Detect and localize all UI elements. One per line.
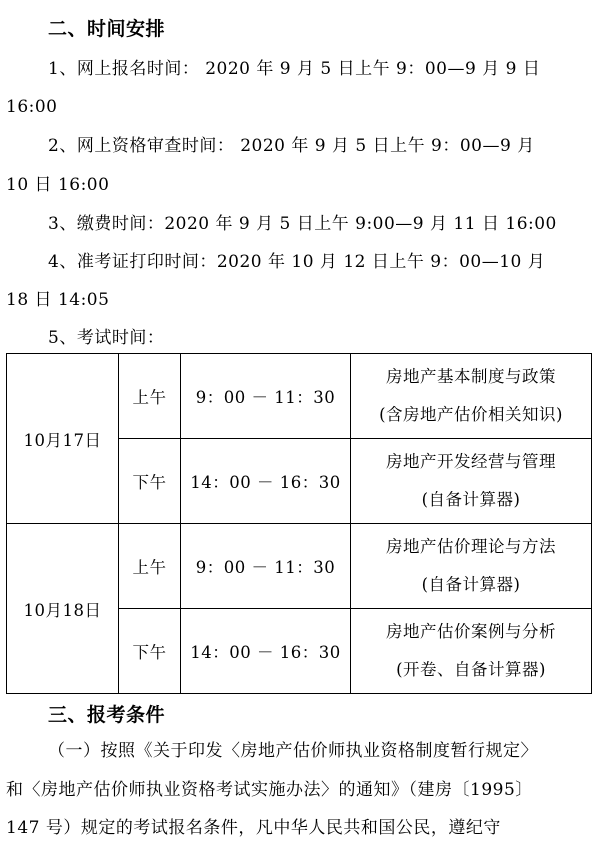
session-period-cell: 下午 (119, 439, 181, 524)
session-period-cell: 下午 (119, 609, 181, 694)
subject-name: 房地产估价案例与分析 (386, 622, 556, 641)
requirements-paragraph-line: （一）按照《关于印发〈房地产估价师执业资格制度暂行规定〉 (48, 741, 538, 761)
subject-note: (含房地产估价相关知识) (379, 405, 563, 424)
section-heading-requirements: 三、报考条件 (48, 704, 166, 726)
exam-date-cell: 10月18日 (7, 524, 119, 694)
session-time-cell: 14：00 － 16：30 (181, 439, 351, 524)
subject-cell (351, 609, 592, 694)
session-period-cell: 上午 (119, 354, 181, 439)
requirements-paragraph-line: 147 号）规定的考试报名条件，凡中华人民共和国公民，遵纪守 (6, 818, 501, 838)
subject-name: 房地产开发经营与管理 (386, 452, 556, 471)
table-row (7, 354, 592, 439)
subject-note: (开卷、自备计算器) (396, 660, 546, 679)
section-heading-schedule: 二、时间安排 (48, 18, 166, 40)
admission-ticket-line-cont: 18 日 14:05 (6, 290, 110, 310)
session-time-cell: 9：00 － 11：30 (181, 354, 351, 439)
subject-note: (自备计算器) (421, 490, 521, 509)
subject-name: 房地产估价理论与方法 (386, 537, 556, 556)
subject-cell (351, 439, 592, 524)
subject-note: (自备计算器) (421, 575, 521, 594)
requirements-paragraph-line: 和〈房地产估价师执业资格考试实施办法〉的通知》（建房〔1995〕 (6, 780, 533, 800)
session-time-cell: 14：00 － 16：30 (181, 609, 351, 694)
subject-name: 房地产基本制度与政策 (386, 367, 556, 386)
session-time-cell: 9：00 － 11：30 (181, 524, 351, 609)
registration-time-line: 1、网上报名时间： 2020 年 9 月 5 日上午 9：00—9 月 9 日 (48, 59, 541, 79)
exam-date-cell: 10月17日 (7, 354, 119, 524)
table-row (7, 524, 592, 609)
subject-cell (351, 354, 592, 439)
registration-time-line-cont: 16:00 (6, 97, 58, 117)
session-period-cell: 上午 (119, 524, 181, 609)
exam-time-label: 5、考试时间： (48, 328, 165, 348)
qualification-review-line: 2、网上资格审查时间： 2020 年 9 月 5 日上午 9：00—9 月 (48, 136, 535, 156)
qualification-review-line-cont: 10 日 16:00 (6, 175, 110, 195)
payment-time-line: 3、缴费时间：2020 年 9 月 5 日上午 9:00—9 月 11 日 16:00 (48, 214, 557, 234)
admission-ticket-line: 4、准考证打印时间：2020 年 10 月 12 日上午 9：00—10 月 (48, 252, 546, 272)
subject-cell (351, 524, 592, 609)
exam-schedule-table (6, 353, 592, 694)
